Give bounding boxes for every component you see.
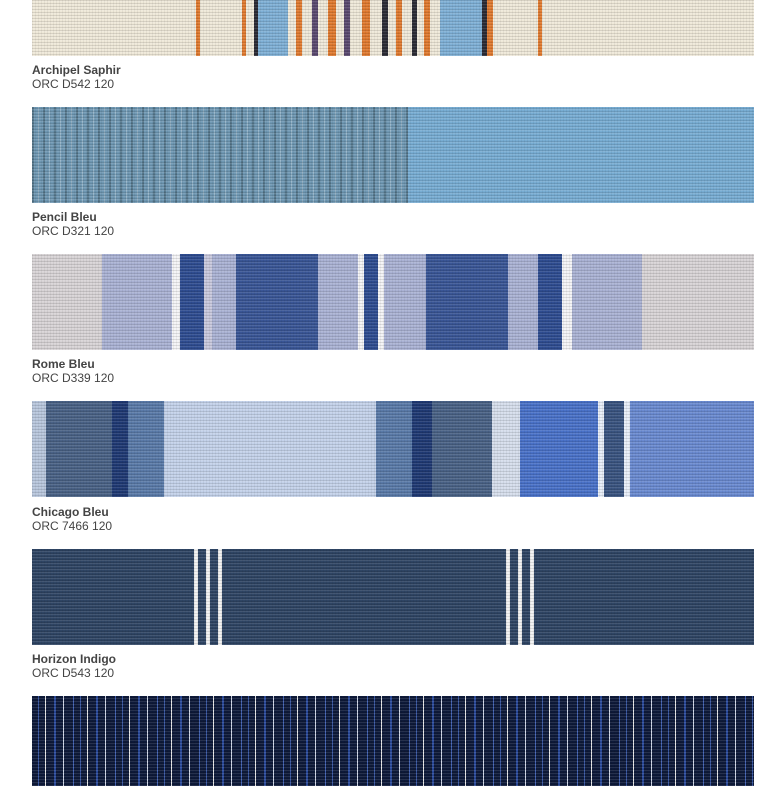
swatch-caption bbox=[32, 210, 432, 238]
fabric-swatch-chicago-bleu bbox=[32, 401, 754, 497]
swatch-name: Archipel Saphir bbox=[32, 63, 121, 77]
swatch-reference: ORC 7466 120 bbox=[32, 519, 113, 533]
swatch-reference: ORC D543 120 bbox=[32, 666, 115, 680]
fabric-swatch-archipel-saphir bbox=[32, 0, 754, 56]
swatch-caption bbox=[32, 652, 432, 680]
swatch-caption bbox=[32, 63, 432, 91]
fabric-swatch-rome-bleu bbox=[32, 254, 754, 350]
swatch-name: Horizon Indigo bbox=[32, 652, 116, 666]
swatch-name: Pencil Bleu bbox=[32, 210, 97, 224]
swatch-name: Rome Bleu bbox=[32, 357, 95, 371]
fabric-swatch-dark-indigo-stripe bbox=[32, 696, 754, 786]
swatch-reference: ORC D542 120 bbox=[32, 77, 115, 91]
fabric-swatch-pencil-bleu bbox=[32, 107, 754, 203]
swatch-name: Chicago Bleu bbox=[32, 505, 109, 519]
swatch-caption bbox=[32, 505, 432, 533]
fabric-swatch-horizon-indigo bbox=[32, 549, 754, 645]
swatch-reference: ORC D321 120 bbox=[32, 224, 115, 238]
swatch-reference: ORC D339 120 bbox=[32, 371, 115, 385]
swatch-caption bbox=[32, 357, 432, 385]
